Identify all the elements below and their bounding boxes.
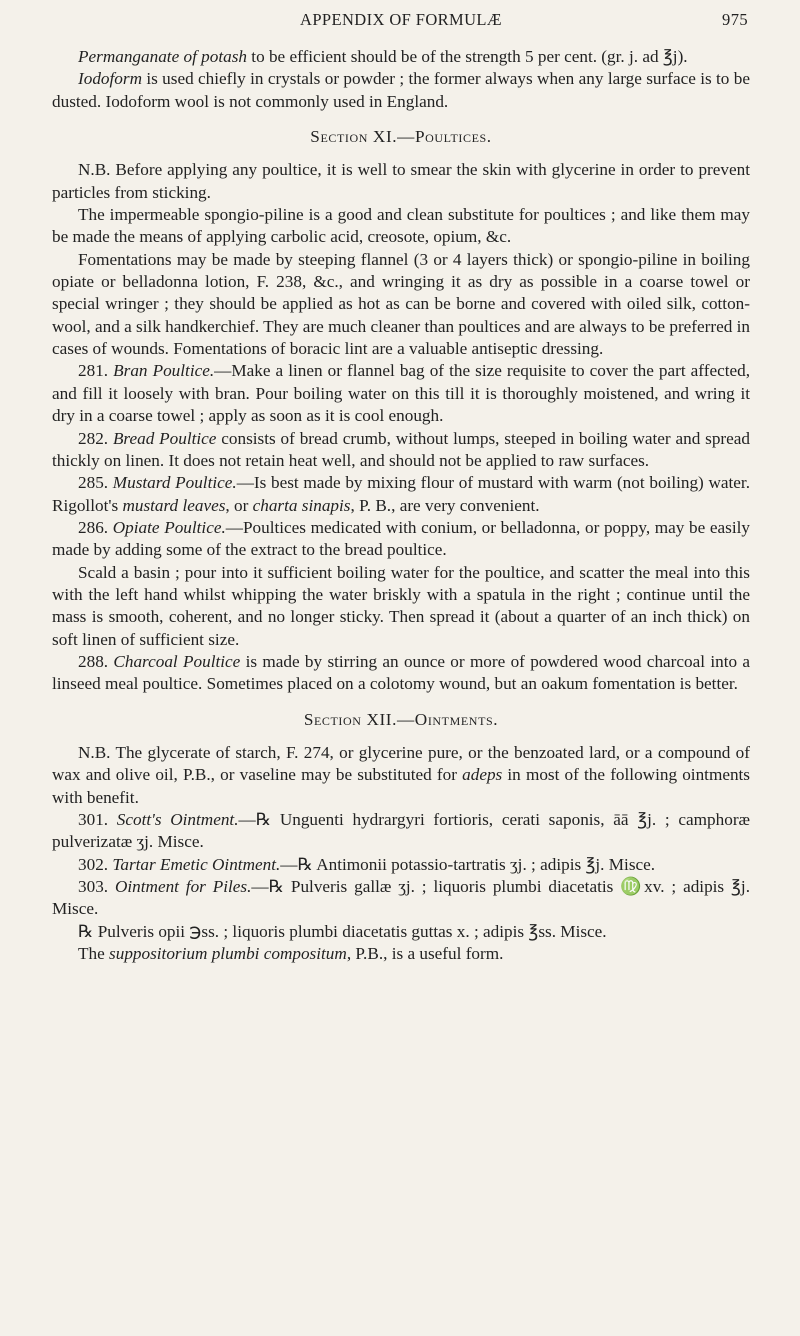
section-heading: [52, 126, 750, 148]
italic-text: adeps: [462, 765, 503, 785]
italic-text: Tartar Emetic Ointment.: [112, 854, 281, 874]
text-run: to be efficient should be of the strength 5 per cent. (gr. j. ad ℥j).: [247, 47, 688, 66]
paragraph-p6: [52, 360, 750, 427]
italic-text: Scott's Ointment.: [116, 810, 239, 829]
paragraph-p2: [52, 68, 750, 113]
paragraph-p11: [52, 651, 750, 696]
text-run: , or: [225, 495, 253, 515]
italic-text: Bread Poultice: [112, 428, 217, 448]
text-run: 288.: [78, 651, 114, 671]
text-run: is used chiefly in crystals or powder ; the former always when any large surface is to be dusted. Iodoform wool is not commonly used in England.: [52, 69, 750, 111]
text-run: ℞ Pulveris opii ℈ss. ; liquoris plumbi diacetatis guttas x. ; adipis ℥ss. Misce.: [78, 921, 607, 941]
paragraph-p3: [52, 159, 750, 204]
text-run: , P.B., is a useful form.: [346, 944, 504, 964]
section-heading: [52, 709, 750, 731]
text-run: 281.: [78, 361, 114, 381]
paragraph-p15: [52, 876, 750, 921]
italic-text: Mustard Poultice.: [112, 473, 237, 493]
italic-text: Bran Poultice.: [113, 361, 215, 381]
text-run: N.B. Before applying any poultice, it is well to smear the skin with glycerine in order to prevent particles from sticking.: [52, 160, 750, 202]
running-title: APPENDIX OF FORMULÆ: [300, 10, 502, 29]
text-run: 286.: [78, 517, 113, 537]
text-run: 285.: [78, 473, 113, 493]
text-run: —℞ Unguenti hydrargyri fortioris, cerati saponis, āā ℥j. ; camphoræ pulverizatæ ʒj. Misce.: [52, 810, 751, 852]
text-run: Section XI.—Poultices.: [310, 127, 492, 147]
text-run: , P. B., are very convenient.: [350, 495, 540, 515]
paragraph-p1: [52, 46, 750, 68]
page-number: 975: [722, 10, 748, 29]
paragraph-p5: [52, 249, 750, 361]
text-run: 303.: [78, 877, 115, 897]
text-run: —Is best made by mixing flour of mustard with warm (not boiling) water. Rigollot's: [52, 473, 751, 515]
italic-text: Opiate Poultice.: [112, 517, 226, 537]
italic-text: Ointment for Piles.: [114, 877, 252, 897]
text-run: N.B. The glycerate of starch, F. 274, or glycerine pure, or the benzoated lard, or a compound of wax and olive oil, P.B., or vaseline may be substituted for: [52, 742, 750, 785]
paragraph-p7: [52, 428, 750, 473]
text-run: 282.: [78, 428, 113, 448]
text-run: Section XII.—Ointments.: [303, 709, 499, 729]
paragraph-p16: [52, 921, 750, 943]
text-run: consists of bread crumb, without lumps, steeped in boiling water and spread thickly on linen. It does not retain heat well, and should not be applied to raw surfaces.: [52, 428, 750, 470]
text-run: Fomentations may be made by steeping flannel (3 or 4 layers thick) or spongio-piline in boiling opiate or belladonna lotion, F. 238, &c., and wringing it as dry as possible in a coarse towel or special wringer ; they should be applied as hot as can be borne and covered with oiled silk, cotton-wool, and a silk handkerchief. They are much cleaner than poultices and are always to be preferred in cases of wounds. Fomentations of boracic lint are a valuable antiseptic dressing.: [52, 249, 750, 359]
text-run: —Poultices medicated with conium, or belladonna, or poppy, may be easily made by adding some of the extract to the bread poultice.: [52, 517, 751, 560]
text-run: in most of the following ointments with benefit.: [52, 765, 751, 807]
text-run: The impermeable spongio-piline is a good and clean substitute for poultices ; and like them may be made the means of applying carbolic acid, creosote, opium, &c.: [52, 205, 750, 247]
text-run: Scald a basin ; pour into it sufficient boiling water for the poultice, and scatter the meal into this with the left hand whilst whipping the water briskly with a spatula in the right ; continue until the mass is smooth, coherent, and no longer sticky. Then spread it (about a quarter of an inch thick) on soft linen of sufficient size.: [52, 562, 750, 649]
italic-text: charta sinapis: [252, 495, 351, 515]
paragraph-p9: [52, 517, 750, 562]
body-text: [52, 46, 750, 965]
text-run: 302.: [78, 854, 113, 874]
text-run: The: [78, 944, 110, 964]
paragraph-p14: [52, 854, 750, 876]
text-run: —℞ Antimonii potassio-tartratis ʒj. ; adipis ℥j. Misce.: [280, 854, 656, 874]
paragraph-p8: [52, 472, 750, 517]
text-run: 301.: [78, 810, 117, 829]
italic-text: Iodoform: [78, 69, 142, 89]
paragraph-p13: [52, 809, 750, 854]
paragraph-p12: [52, 742, 750, 809]
text-run: —Make a linen or flannel bag of the size requisite to cover the part affected, and fill it loosely with bran. Pour boiling water on this till it is thoroughly moistened, and wring it dry in a coarse towel ; apply as soon as it is cool enough.: [52, 361, 750, 426]
running-header: [52, 6, 750, 32]
paragraph-p17: [52, 943, 750, 965]
paragraph-p10: [52, 562, 750, 651]
text-run: —℞ Pulveris gallæ ʒj. ; liquoris plumbi diacetatis ♍xv. ; adipis ℥j. Misce.: [52, 877, 751, 919]
italic-text: Permanganate of potash: [78, 47, 247, 66]
paragraph-p4: [52, 204, 750, 249]
italic-text: mustard leaves: [122, 495, 226, 515]
italic-text: suppositorium plumbi compositum: [109, 944, 347, 964]
italic-text: Charcoal Poultice: [113, 651, 241, 671]
text-run: is made by stirring an ounce or more of powdered wood charcoal into a linseed meal poultice. Sometimes placed on a colotomy wound, but an oakum fomentation is better.: [52, 651, 751, 694]
